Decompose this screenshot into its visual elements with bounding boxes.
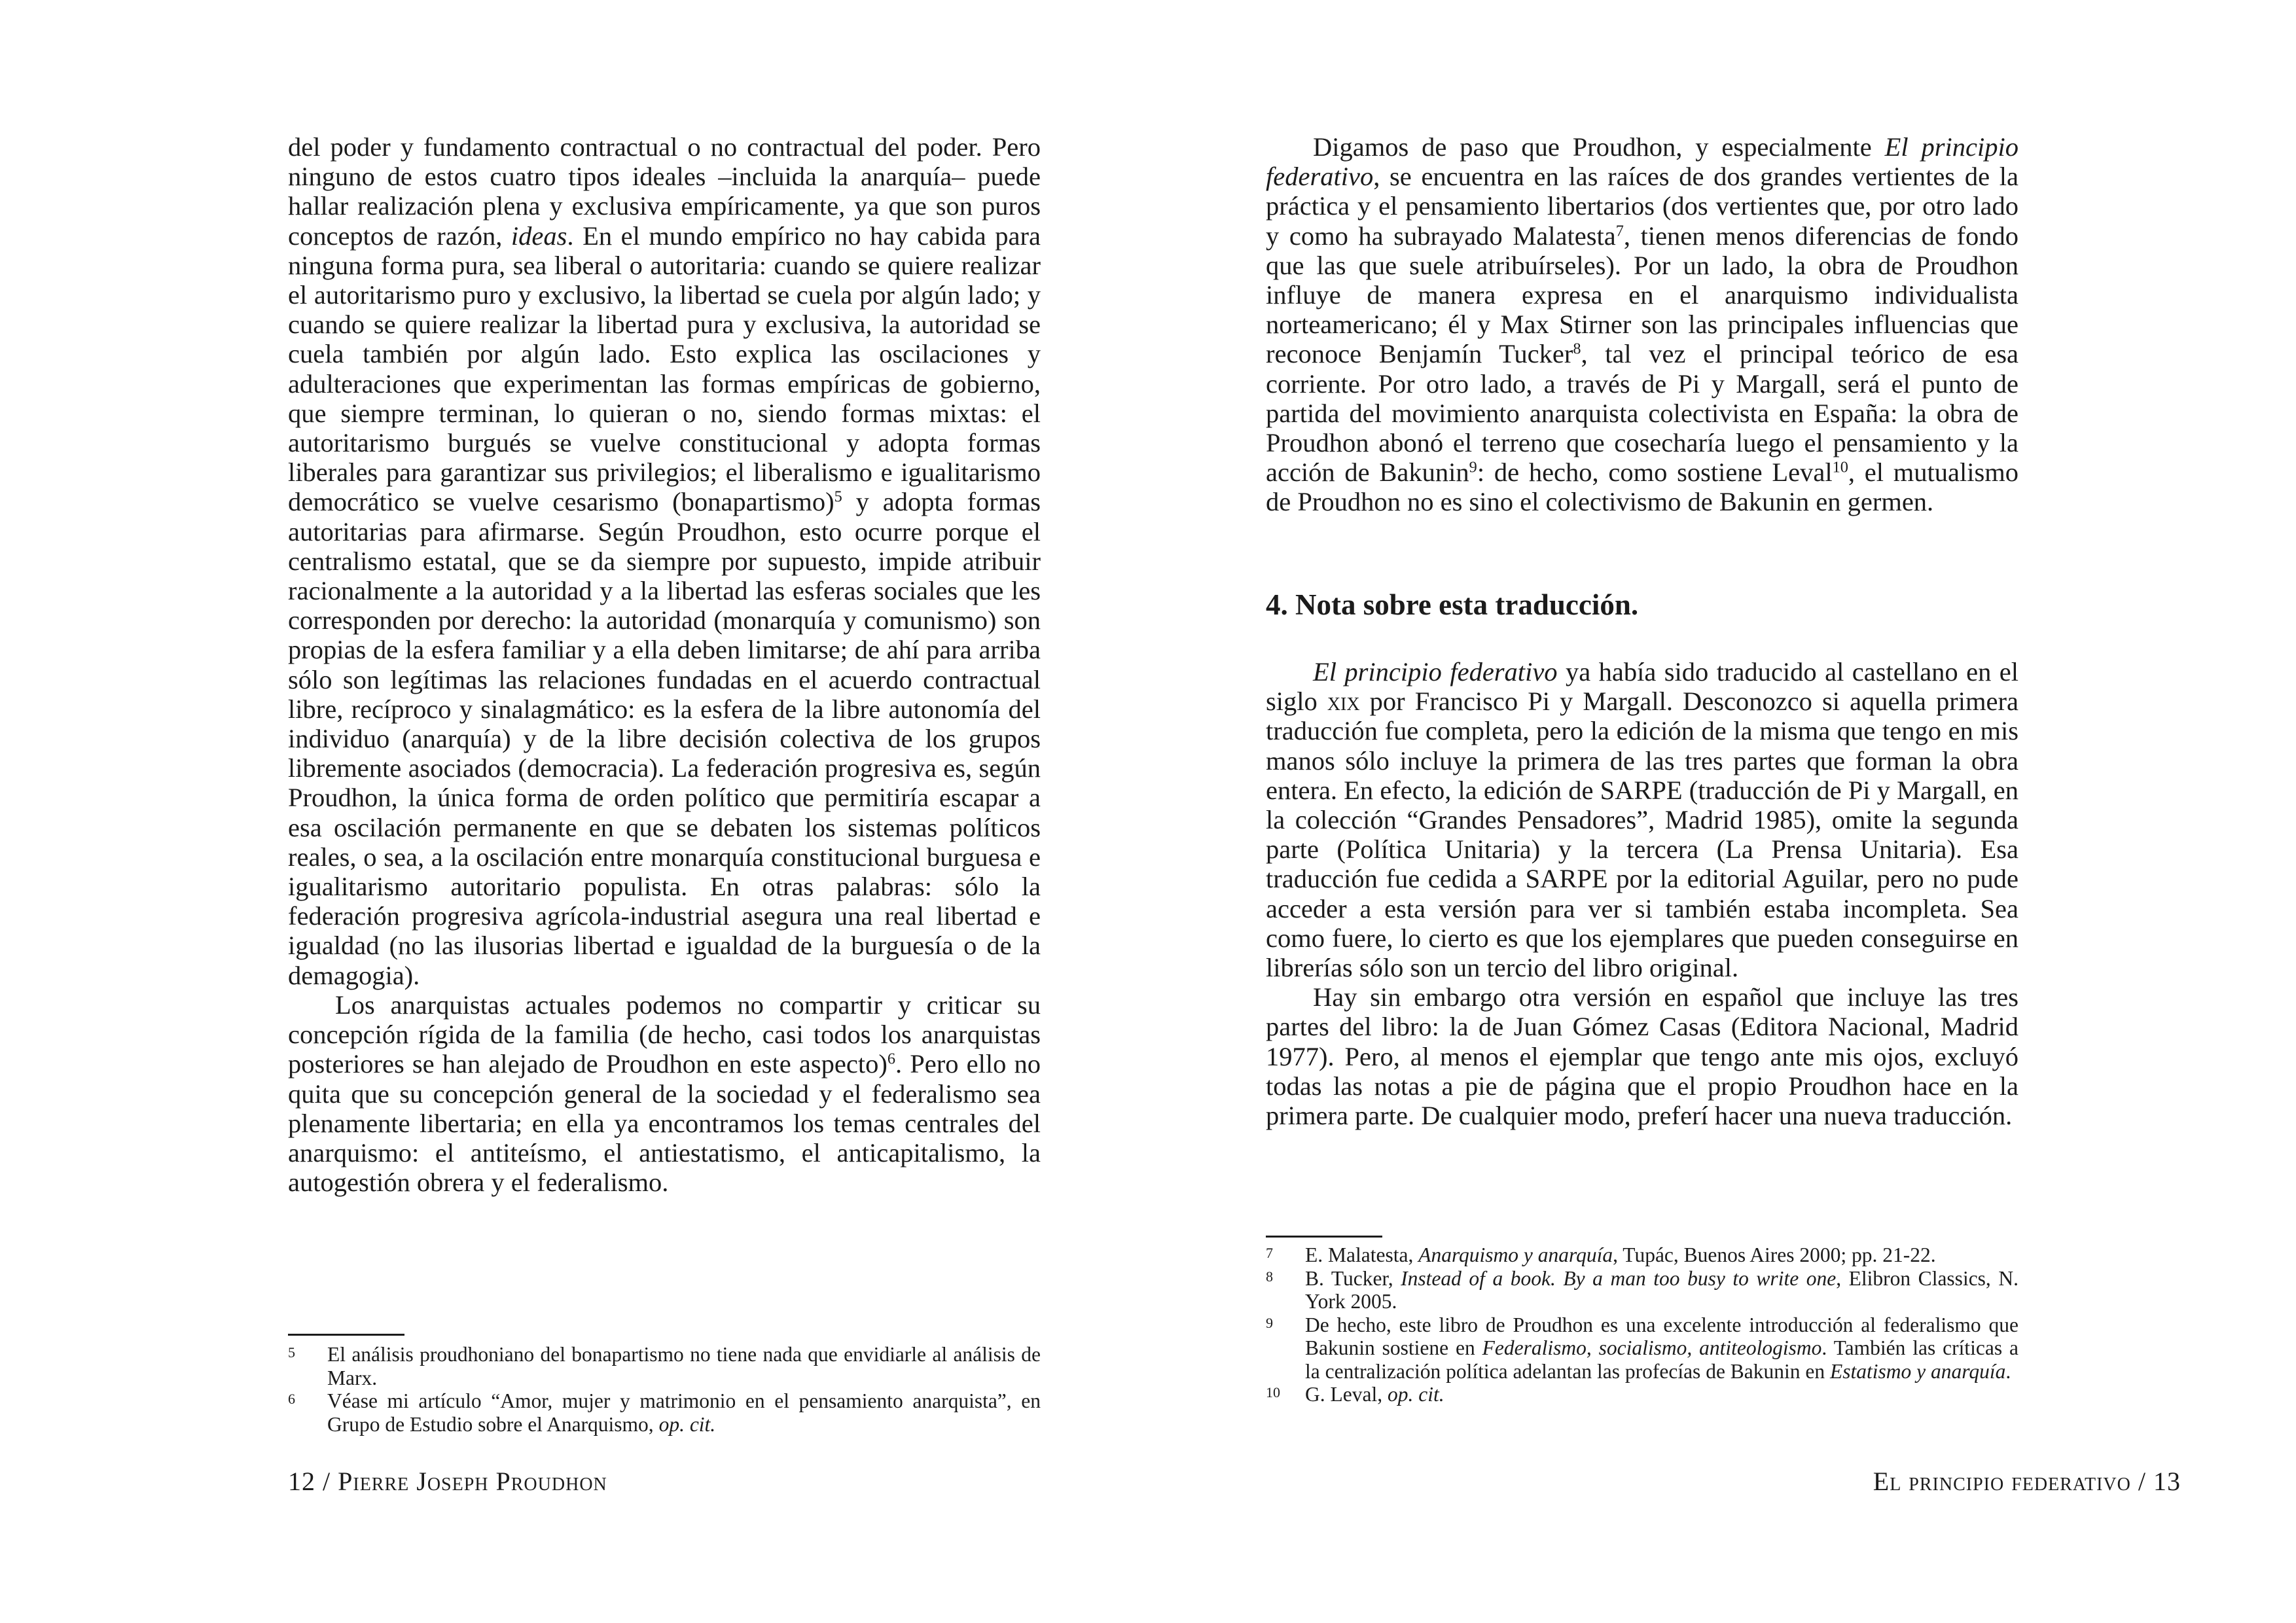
- paragraph: [288, 990, 1041, 1197]
- text-run: .: [2005, 1359, 2011, 1383]
- small-caps-text: xix: [1327, 687, 1360, 717]
- right-section-text: [1266, 657, 2018, 1130]
- folio-separator: /: [315, 1467, 338, 1496]
- footnote-ref: 6: [887, 1050, 895, 1068]
- footnote-number: 8: [1266, 1268, 1273, 1285]
- text-run: De hecho, este libro de Proudhon es una excelente introducción al federalismo que Bakunin sostiene en: [1305, 1313, 2018, 1359]
- text-run: B. Tucker,: [1305, 1266, 1401, 1290]
- text-run: , se encuentra en las raíces de dos grandes vertientes de la práctica y el pensamiento libertarios (dos vertientes que, por otro lado y como ha subrayado Malatesta: [1266, 162, 2018, 251]
- text-run: , Tupác, Buenos Aires 2000; pp. 21-22.: [1613, 1243, 1936, 1266]
- footnote-number: 9: [1266, 1314, 1273, 1331]
- italic-text: El principio federativo: [1266, 132, 2018, 192]
- footnote: [288, 1389, 1041, 1436]
- page-number: 13: [2153, 1467, 2181, 1496]
- left-footnotes: [288, 1343, 1041, 1436]
- italic-text: Federalismo, socialismo, antiteologismo: [1482, 1336, 1822, 1359]
- right-intro-text: [1266, 132, 2018, 517]
- text-run: por Francisco Pi y Margall. Desconozco si aquella primera traducción fue completa, pero la edición de la misma que tengo en mis manos sólo incluye la primera de las tres partes que forman la obra entera. En efecto, la edición de SARPE (traducción de Pi y Margall, en la colección “Grandes Pensadores”, Madrid 1985), omite la segunda parte (Política Unitaria) y la tercera (La Prensa Unitaria). Esa traducción fue cedida a SARPE por la editorial Aguilar, pero no pude acceder a esta versión para ver si también estaba incompleta. Sea como fuere, lo cierto es que los ejemplares que pueden conseguirse en librerías sólo son un tercio del libro original.: [1266, 687, 2018, 983]
- right-footnote-rule: [1266, 1236, 1382, 1238]
- text-run: G. Leval,: [1305, 1383, 1388, 1406]
- text-run: E. Malatesta,: [1305, 1243, 1419, 1266]
- italic-text: Estatismo y anarquía: [1830, 1359, 2006, 1383]
- text-run: Véase mi artículo “Amor, mujer y matrimonio en el pensamiento anarquista”, en Grupo de Estudio sobre el Anarquismo,: [327, 1389, 1041, 1436]
- paragraph: [1266, 132, 2018, 517]
- folio-separator: /: [2130, 1467, 2153, 1496]
- text-run: , tienen menos diferencias de fondo que las que suele atribuírseles). Por un lado, la obra de Proudhon influye de manera expresa en el anarquismo individualista norteamericano; él y Max Stirner son las principales influencias que reconoce Benjamín Tucker: [1266, 221, 2018, 369]
- right-page: [1148, 0, 2296, 1623]
- left-body-text: [288, 132, 1041, 1197]
- right-footnotes: [1266, 1243, 2018, 1406]
- italic-text: op. cit.: [1387, 1383, 1444, 1406]
- italic-text: Instead of a book. By a man too busy to write one: [1401, 1266, 1837, 1290]
- page-number: 12: [288, 1467, 315, 1496]
- footnote: [288, 1343, 1041, 1389]
- paragraph: [1266, 982, 2018, 1130]
- footnote-number: 5: [288, 1344, 295, 1361]
- left-footnote-rule: [288, 1334, 404, 1336]
- running-head: Pierre Joseph Proudhon: [338, 1467, 607, 1496]
- footnote-ref: 7: [1615, 222, 1624, 240]
- footnote: [1266, 1243, 2018, 1267]
- text-run: , Elibron Classics, N. York 2005.: [1305, 1266, 2018, 1313]
- footnote-ref: 5: [834, 488, 842, 507]
- text-run: ya había sido traducido al castellano en el siglo: [1266, 657, 2018, 717]
- text-run: . También las críticas a la centralización política adelantan las profecías de Bakunin en: [1305, 1336, 2018, 1383]
- footnote: [1266, 1267, 2018, 1313]
- italic-text: ideas: [511, 221, 567, 251]
- text-run: y adopta formas autoritarias para afirmarse. Según Proudhon, esto ocurre porque el centralismo estatal, que se da siempre por supuesto, impide atribuir racionalmente a la autoridad y a la libertad las esferas sociales que les corresponden por derecho: la autoridad (monarquía y comunismo) son propias de la esfera familiar y a ella deben limitarse; de ahí para arriba sólo son legítimas las relaciones fundadas en el acuerdo contractual libre, recíproco y sinalagmático: es la esfera de la libre autonomía del individuo (anarquía) y de la libre decisión colectiva de los grupos libremente asociados (democracia). La federación progresiva es, según Proudhon, la única forma de orden político que permitiría escapar a esa oscilación permanente en que se debaten los sistemas políticos reales, o sea, a la oscilación entre monarquía constitucional burguesa e igualitarismo autoritario populista. En otras palabras: sólo la federación progresiva agrícola-industrial asegura una real libertad e igualdad (no las ilusorias libertad e igualdad de la burguesía o de la demagogia).: [288, 487, 1041, 990]
- footnote-number: 10: [1266, 1384, 1280, 1400]
- paragraph: [288, 132, 1041, 990]
- footnote-ref: 8: [1573, 340, 1581, 359]
- text-run: . En el mundo empírico no hay cabida para ninguna forma pura, sea liberal o autoritaria: cuando se quiere realizar el autoritarismo puro y exclusivo, la libertad se cuela por algún lado; y cuando se quiere realizar la libertad pura y exclusiva, la autoridad se cuela también por algún lado. Esto explica las oscilaciones y adulteraciones que experimentan las formas empíricas de gobierno, que siempre terminan, lo quieran o no, siendo formas mixtas: el autoritarismo burgués se vuelve constitucional y adopta formas liberales para garantizar sus privilegios; el liberalismo e igualitarismo democrático se vuelve cesarismo (bonapartismo): [288, 221, 1041, 517]
- text-run: , tal vez el principal teórico de esa corriente. Por otro lado, a través de Pi y Margall, será el punto de partida del movimiento anarquista colectivista en España: la obra de Proudhon abonó el terreno que cosecharía luego el pensamiento y la acción de Bakunin: [1266, 339, 2018, 488]
- text-run: Digamos de paso que Proudhon, y especialmente: [1313, 132, 1885, 162]
- italic-text: op. cit.: [658, 1412, 716, 1436]
- paragraph: [1266, 657, 2018, 982]
- italic-text: Anarquismo y anarquía: [1418, 1243, 1613, 1266]
- footnote: [1266, 1383, 2018, 1406]
- text-run: Los anarquistas actuales podemos no compartir y criticar su concepción rígida de la familia (de hecho, casi todos los anarquistas posteriores se han alejado de Proudhon en este aspecto): [288, 990, 1041, 1079]
- footnote-ref: 9: [1469, 458, 1477, 476]
- footnote-number: 7: [1266, 1245, 1273, 1261]
- left-folio: [288, 1466, 607, 1497]
- footnote-number: 6: [288, 1391, 295, 1407]
- text-run: del poder y fundamento contractual o no contractual del poder. Pero ninguno de estos cuatro tipos ideales –incluida la anarquía– puede hallar realización plena y exclusiva empíricamente, ya que son puros conceptos de razón,: [288, 132, 1041, 251]
- running-head: El principio federativo: [1873, 1467, 2131, 1496]
- footnote-ref: 10: [1832, 458, 1848, 476]
- text-run: , el mutualismo de Proudhon no es sino el colectivismo de Bakunin en germen.: [1266, 457, 2018, 517]
- text-run: . Pero ello no quita que su concepción general de la sociedad y el federalismo sea plenamente libertaria; en ella ya encontramos los temas centrales del anarquismo: el antiteísmo, el antiestatismo, el anticapitalismo, la autogestión obrera y el federalismo.: [288, 1049, 1041, 1198]
- right-folio: [1873, 1466, 2181, 1497]
- italic-text: El principio federativo: [1313, 657, 1558, 687]
- text-run: El análisis proudhoniano del bonapartismo no tiene nada que envidiarle al análisis de Marx.: [327, 1343, 1041, 1389]
- text-run: : de hecho, como sostiene Leval: [1477, 457, 1833, 488]
- footnote: [1266, 1313, 2018, 1383]
- text-run: Hay sin embargo otra versión en español que incluye las tres partes del libro: la de Juan Gómez Casas (Editora Nacional, Madrid 1977). Pero, al menos el ejemplar que tengo ante mis ojos, excluyó todas las notas a pie de página que el propio Proudhon hace en la primera parte. De cualquier modo, preferí hacer una nueva traducción.: [1266, 982, 2018, 1131]
- section-heading: 4. Nota sobre esta traducción.: [1266, 588, 1639, 621]
